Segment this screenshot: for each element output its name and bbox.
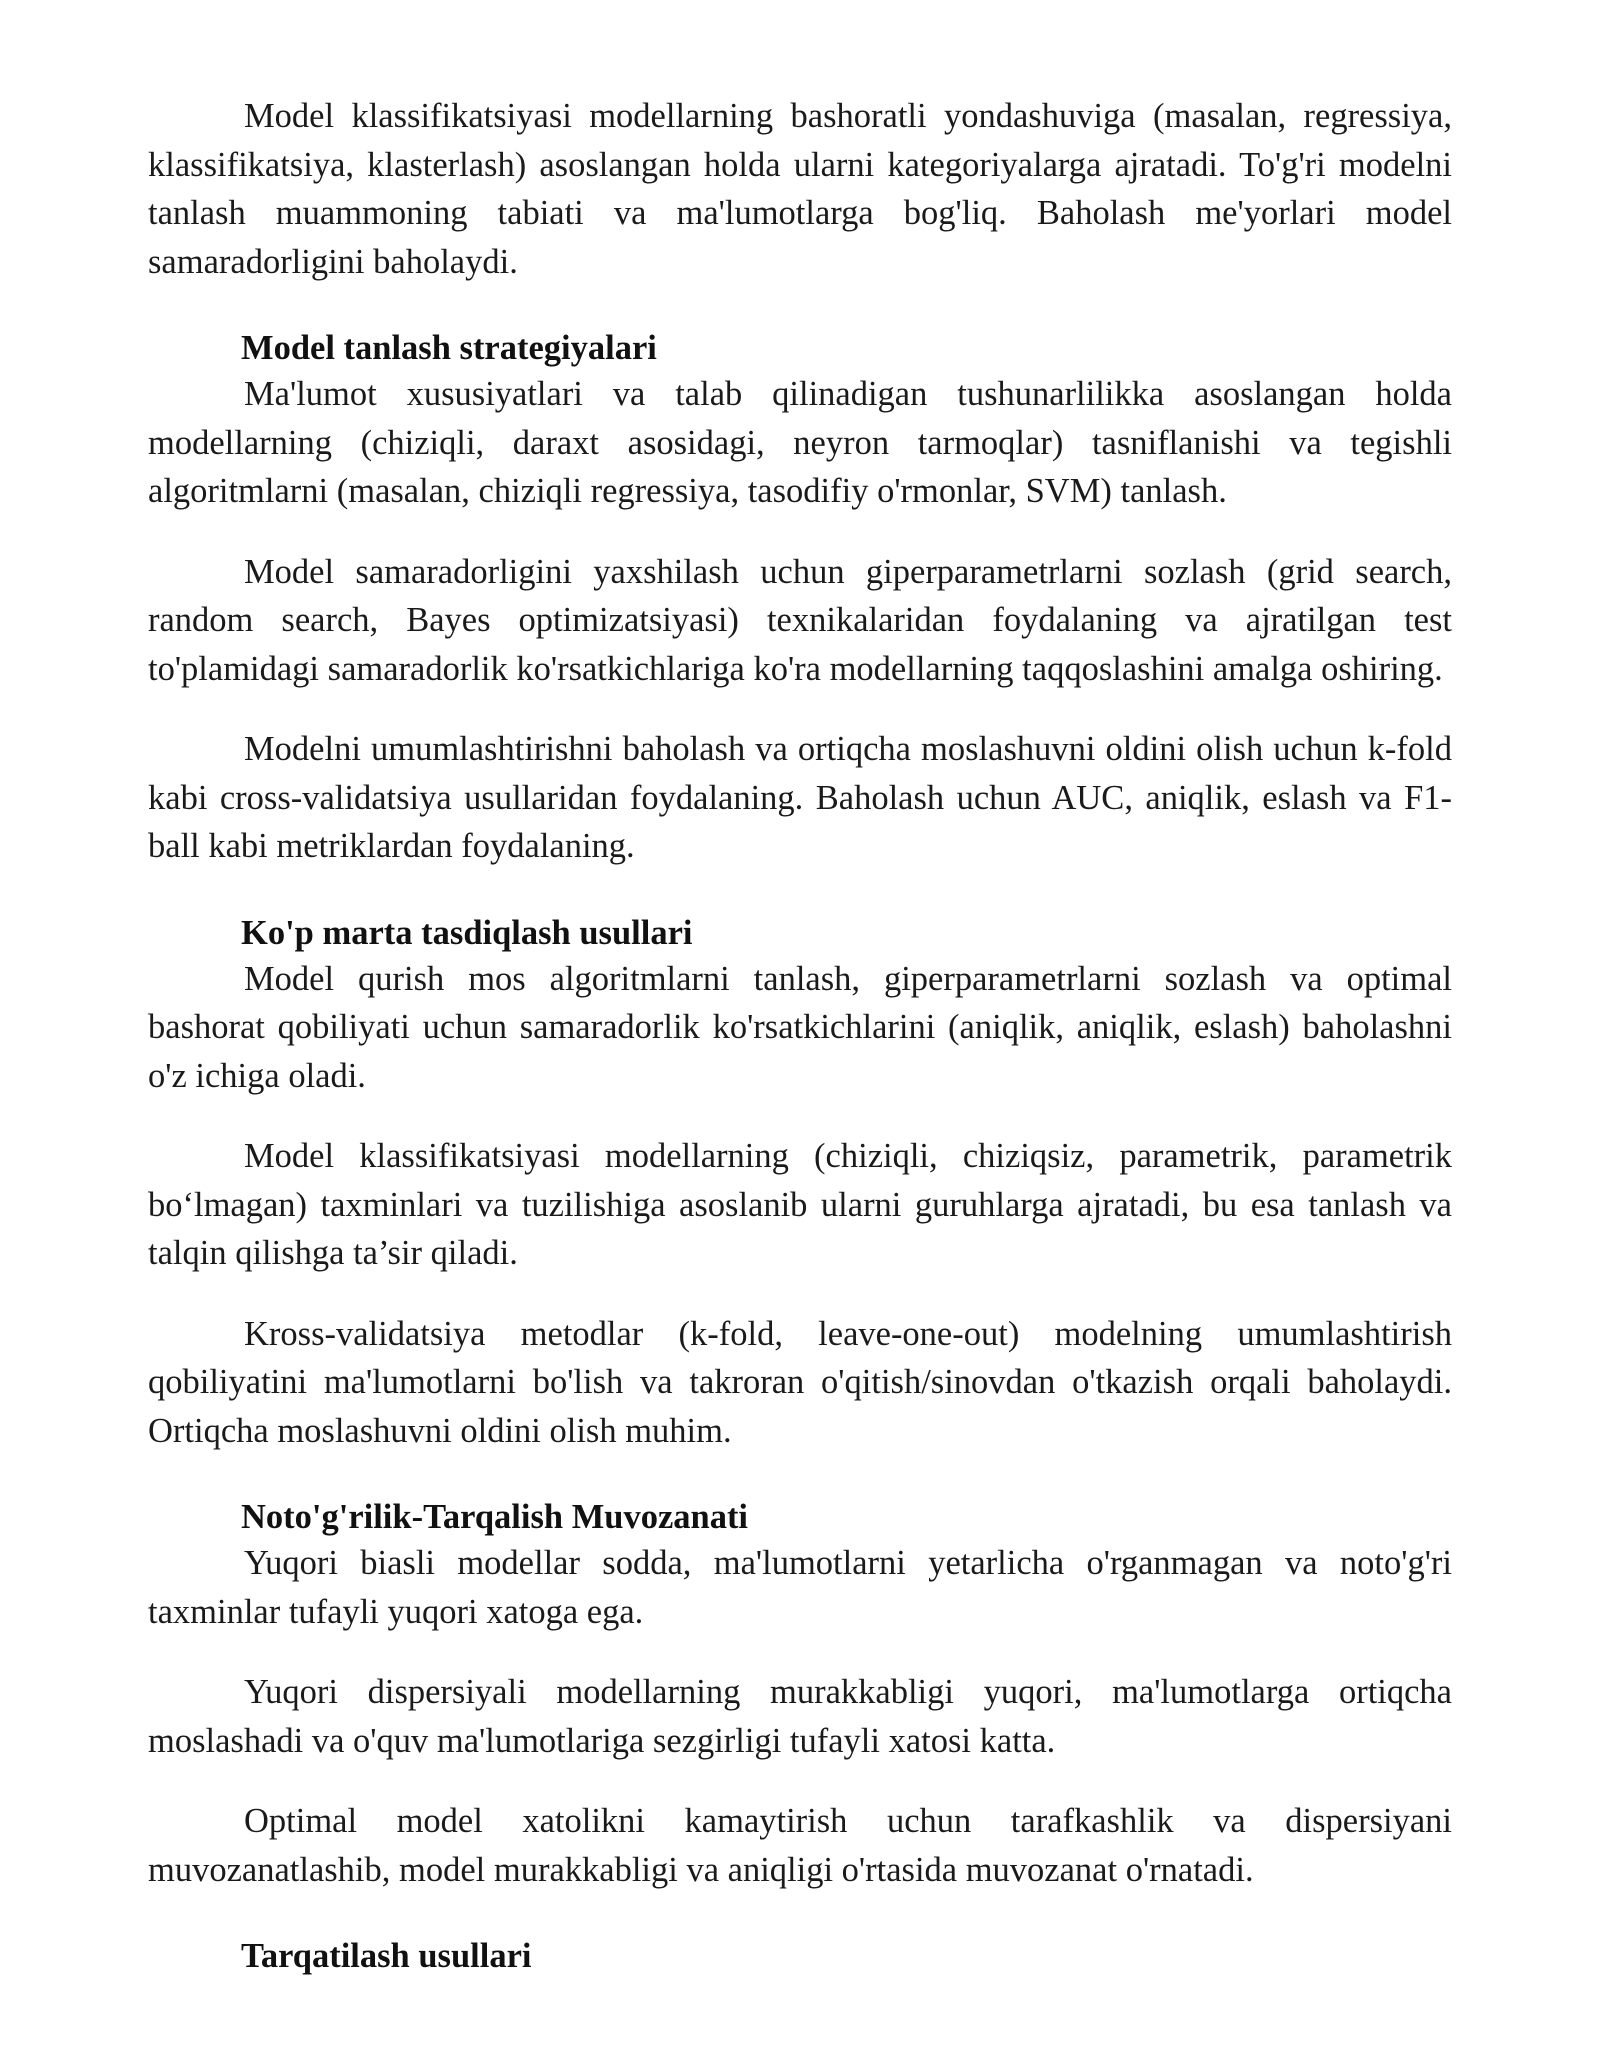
paragraph-hyperparameter-tuning: Model samaradorligini yaxshilash uchun giperparametrlarni sozlash (grid search, random search, Bayes optimizatsiyasi) texnikalaridan foydalaning va ajratilgan test to'plamidagi samaradorlik ko'rsatkichlariga ko'ra modellarning taqqoslashini amalga oshiring. [148, 552, 1452, 688]
paragraph-high-bias: Yuqori biasli modellar sodda, ma'lumotlarni yetarlicha o'rganmagan va noto'g'ri taxminlar tufayli yuqori xatoga ega. [148, 1544, 1452, 1631]
paragraph-cross-validation-metrics: Modelni umumlashtirishni baholash va ortiqcha moslashuvni oldini olish uchun k-fold kabi cross-validatsiya usullaridan foydalaning. Baholash uchun AUC, aniqlik, eslash va F1-ball kabi metriklardan foydalaning. [148, 730, 1452, 865]
heading-model-selection-strategies: Model tanlash strategiyalari [241, 329, 657, 367]
paragraph-optimal-model: Optimal model xatolikni kamaytirish uchun tarafkashlik va dispersiyani muvozanatlashib, model murakkabligi va aniqligi o'rtasida muvozanat o'rnatadi. [148, 1802, 1452, 1889]
heading-bias-variance-tradeoff: Noto'g'rilik-Tarqalish Muvozanati [241, 1498, 749, 1536]
paragraph-model-categorization: Ma'lumot xususiyatlari va talab qilinadigan tushunarlilikka asoslangan holda modellarning (chiziqli, daraxt asosidagi, neyron tarmoqlar) tasniflanishi va tegishli algoritmlarni (masalan, chiziqli regressiya, tasodifiy o'rmonlar, SVM) tanlash. [148, 375, 1452, 510]
paragraph-cross-validation-methods: Kross-validatsiya metodlar (k-fold, leave-one-out) modelning umumlashtirish qobiliyatini ma'lumotlarni bo'lish va takroran o'qitish/sinovdan o'tkazish orqali baholaydi. Ortiqcha moslashuvni oldini olish muhim. [148, 1314, 1452, 1450]
paragraph-high-variance: Yuqori dispersiyali modellarning murakkabligi yuqori, ma'lumotlarga ortiqcha moslashadi va o'quv ma'lumotlariga sezgirligi tufayli xatosi katta. [148, 1673, 1452, 1760]
heading-distribution-methods: Tarqatilash usullari [241, 1937, 532, 1975]
paragraph-model-building: Model qurish mos algoritmlarni tanlash, giperparametrlarni sozlash va optimal bashorat qobiliyati uchun samaradorlik ko'rsatkichlarini (aniqlik, aniqlik, eslash) baholashni o'z ichiga oladi. [148, 959, 1452, 1095]
document-body [148, 92, 1452, 1978]
paragraph-model-classification-intro: Model klassifikatsiyasi modellarning bashoratli yondashuviga (masalan, regressiya, klassifikatsiya, klasterlash) asoslangan holda ularni kategoriyalarga ajratadi. To'g'ri modelni tanlash muammoning tabiati va ma'lumotlarga bog'liq. Baholash me'yorlari model samaradorligini baholaydi. [148, 97, 1452, 281]
heading-multiple-validation-methods: Ko'p marta tasdiqlash usullari [241, 913, 693, 952]
paragraph-model-grouping: Model klassifikatsiyasi modellarning (chiziqli, chiziqsiz, parametrik, parametrik bo‘lmagan) taxminlari va tuzilishiga asoslanib ularni guruhlarga ajratadi, bu esa tanlash va talqin qilishga ta’sir qiladi. [148, 1137, 1452, 1272]
